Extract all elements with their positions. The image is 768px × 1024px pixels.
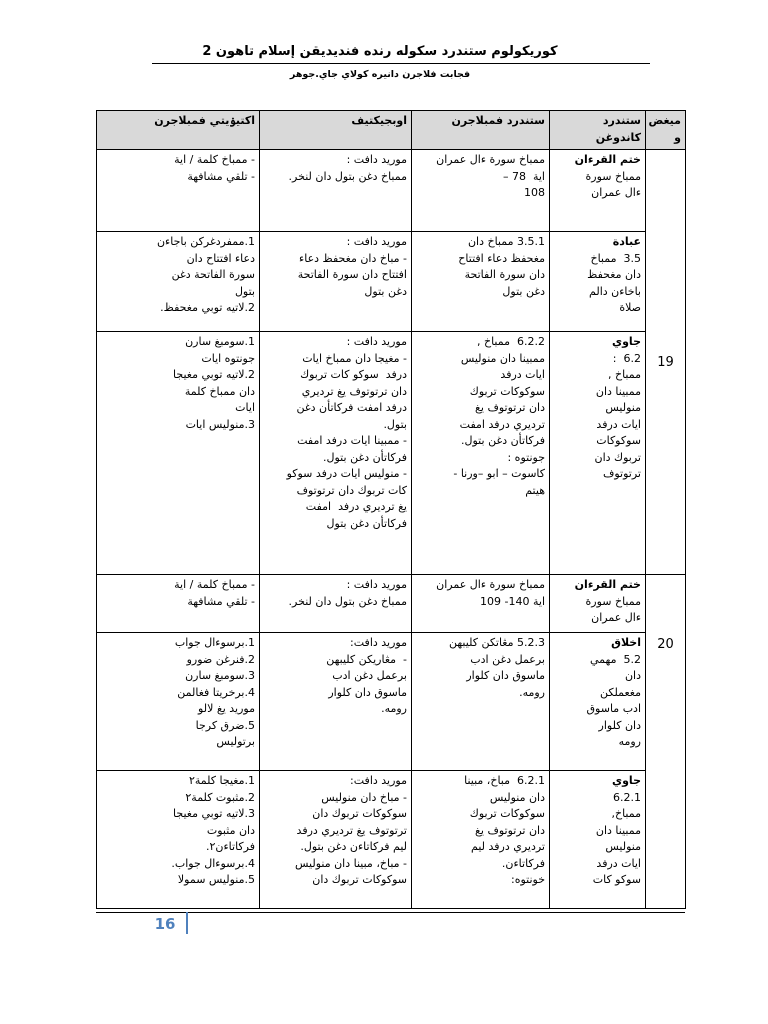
cell-line: موريد دافت: [350, 774, 407, 787]
cell-line: رومه. [519, 685, 545, 699]
header-objective: اوبجيكتيف [260, 111, 412, 150]
cell-line: دعاء افتتاح دان [186, 251, 255, 265]
cell-line: - مباخ دان مغحفظ دعاء [299, 251, 407, 265]
cell-line: جاوي [612, 774, 641, 787]
content-standard-cell [550, 771, 646, 909]
content-standard-cell [550, 575, 646, 633]
cell-line: ترديري درفد امفت [459, 417, 545, 431]
cell-line: 1.مغيجا كلمة٢ [188, 774, 255, 787]
cell-line: دان ممباخ كلمة [184, 384, 255, 398]
cell-line: دان منوليس [489, 790, 545, 804]
cell-line: برعمل دغن ادب [332, 669, 407, 682]
cell-line: درفد سوكو كات تربوك [300, 368, 407, 381]
cell-line: ممباخ سورة ءال عمران [436, 578, 545, 591]
objective-cell [260, 575, 412, 633]
cell-line: موريد دافت: [350, 636, 407, 649]
cell-line: درفد امفت فركاتأن دغن [296, 401, 407, 414]
cell-line: جونتوه : [507, 450, 545, 464]
cell-line: ختم القرءان [574, 578, 641, 591]
cell-line: 3.لاتيه توبي مغيجا [173, 807, 255, 820]
cell-line: 2.لاتيه توبي مغحفظ. [160, 301, 255, 314]
learning-activity-cell [97, 575, 260, 633]
cell-line: دان سورة الفاتحة [464, 268, 545, 281]
objective-cell [260, 150, 412, 232]
cell-line: 6.2 : [612, 351, 641, 365]
cell-line: فركاتأن دغن بتول. [461, 434, 545, 447]
cell-line: دان ترتوتوف يغ ترديري [301, 384, 407, 398]
cell-line: يغ ترديري درفد امفت [305, 500, 407, 513]
cell-line: جاوي [612, 335, 641, 348]
cell-line: ختم القرءان [574, 153, 641, 166]
cell-line: 2.لاتيه توبي مغيجا [173, 368, 255, 381]
cell-line: افتتاح دان سورة الفاتحة [297, 268, 407, 281]
learning-standard-cell [412, 771, 550, 909]
cell-line: - ممباخ كلمة / اية [174, 153, 255, 166]
cell-line: 6.2.2 ممباخ , [476, 335, 545, 348]
cell-line: ممبينا دان [595, 823, 641, 837]
cell-line: باخاءن دالم [589, 284, 641, 298]
cell-line: ممباخ دغن بتول دان لنخر. [288, 594, 407, 608]
cell-line: سوكوكات تربوك دان [312, 807, 407, 820]
cell-line: سوكو كات [592, 873, 641, 886]
table-row [97, 232, 686, 332]
cell-line: 3.منوليس ايات [185, 417, 255, 431]
cell-line: سوكوكات [596, 434, 641, 447]
cell-line: 1.سومبغ سارن [185, 335, 255, 348]
cell-line: رومه. [381, 702, 407, 715]
cell-line: - تلقي مشافهة [187, 594, 255, 608]
cell-line: 3.5 ممباخ [590, 251, 641, 265]
cell-line: 2.مثبوت كلمة٢ [185, 790, 255, 804]
learning-activity-cell [97, 232, 260, 332]
cell-line: دان ترتوتوف يغ [475, 401, 545, 414]
content-standard-cell [550, 150, 646, 232]
cell-line: تربوك دان [594, 450, 641, 464]
cell-line: ءال عمران [591, 186, 641, 199]
page-title: كوريكولوم ستندرد سكوله رنده فنديديقن إسلام تاهون 2 [202, 44, 558, 59]
cell-line: - منوليس ايات درفد سوكو [286, 467, 407, 480]
cell-line: جونتوه ايات [201, 351, 255, 365]
cell-line: سوكوكات تربوك [469, 807, 545, 820]
cell-line: فركاتاءن٢. [205, 840, 255, 853]
cell-line: موريد دافت : [346, 578, 407, 591]
cell-line: ماسوق دان كلوار [328, 685, 407, 699]
cell-line: 5.ضرق كرجا [195, 718, 255, 732]
learning-standard-cell [412, 633, 550, 771]
cell-line: 3.5.1 ممباخ دان [467, 235, 545, 248]
content-standard-cell [550, 633, 646, 771]
page-number: 16 [154, 915, 176, 933]
learning-standard-cell [412, 150, 550, 232]
table-row [97, 633, 686, 771]
cell-line: ممباخ سورة [585, 594, 641, 608]
cell-line: رومه [618, 735, 641, 748]
cell-line: منوليس [605, 840, 641, 853]
table-row [97, 150, 686, 232]
cell-line: ماسوق دان كلوار [466, 669, 545, 682]
cell-line: ممباخ , [607, 368, 641, 381]
cell-line: ايات درفد [596, 856, 641, 870]
header-learning-activity: اكتيۏيتي فمبلاجرن [97, 111, 260, 150]
cell-line: موريد يغ لالو [198, 702, 255, 715]
objective-cell [260, 232, 412, 332]
header-content-standard: ستندرد كاندوغن [550, 111, 646, 150]
learning-standard-cell [412, 232, 550, 332]
cell-line: دان مثبوت [206, 823, 255, 837]
cell-line: بتول. [383, 417, 407, 431]
table-header-row [97, 111, 686, 150]
table-row [97, 771, 686, 909]
curriculum-table [96, 110, 686, 909]
cell-line: عبادة [612, 235, 641, 248]
cell-line: ممبينا دان [595, 384, 641, 398]
learning-standard-cell [412, 332, 550, 575]
cell-line: كات تربوك دان ترتوتوف [296, 483, 407, 497]
cell-line: 1.ممفردغركن باجاءن [156, 235, 255, 248]
cell-line: ممباخ سورة [585, 169, 641, 183]
learning-standard-cell [412, 575, 550, 633]
cell-line: برتوليس [216, 735, 255, 748]
week-20-cell: 20 [646, 575, 686, 909]
cell-line: اية 140- 109 [480, 594, 545, 608]
cell-line: فركاتأن دغن بتول. [323, 450, 407, 464]
cell-line: ترتوتوف [602, 467, 641, 480]
page-number-separator [186, 912, 188, 934]
cell-line: ممبينا دان منوليس [460, 351, 545, 365]
cell-line: ايات درفد [500, 368, 545, 381]
cell-line: منوليس [605, 401, 641, 414]
cell-line: دغن بتول [502, 284, 545, 298]
footer-divider [96, 912, 685, 913]
cell-line: برعمل دغن ادب [470, 652, 545, 666]
learning-activity-cell [97, 771, 260, 909]
cell-line: 5.2 مهمي [590, 652, 641, 666]
cell-line: ليم فركاتاءن دغن بتول. [300, 840, 407, 853]
cell-line: 6.2.1 مباخ، مبينا [464, 774, 545, 787]
cell-line: ترديري درفد ليم [471, 840, 545, 853]
objective-cell [260, 771, 412, 909]
cell-line: 4.برسوءال جواب. [171, 856, 255, 870]
cell-line: دان مغحفظ [587, 268, 641, 281]
cell-line: سوكوكات تربوك دان [312, 873, 407, 886]
cell-line: 1.برسوءال جواب [174, 636, 255, 649]
cell-line: - مباخ دان منوليس [321, 790, 407, 804]
cell-line: - ممبينا ايات درفد امفت [297, 434, 407, 447]
cell-line: اخلاق [611, 636, 641, 649]
week-19-cell: 19 [646, 150, 686, 575]
cell-line: - مباخ، مبينا دان منوليس [295, 856, 407, 870]
objective-cell [260, 633, 412, 771]
cell-line: مغحفظ دعاء افتتاح [458, 251, 545, 265]
header-learning-standard: ستندرد فمبلاجرن [412, 111, 550, 150]
cell-line: 3.سومبغ سارن [185, 669, 255, 682]
cell-line: - مڠاريكن كليبهن [326, 652, 407, 666]
cell-line: ممباخ, [611, 807, 641, 820]
cell-line: مغعملكن [600, 685, 641, 699]
learning-activity-cell [97, 150, 260, 232]
cell-line: كاسوت – ابو –ورنا - [453, 467, 545, 480]
title-underline [152, 63, 650, 64]
cell-line: ادب ماسوق [586, 702, 641, 715]
cell-line: ءال عمران [591, 611, 641, 624]
cell-line: 108 [524, 186, 545, 199]
cell-line: فركاتأن دغن بتول [326, 516, 407, 530]
table-row [97, 575, 686, 633]
cell-line: 5.منوليس سمولا [177, 873, 255, 886]
cell-line: سوكوكات تربوك [469, 384, 545, 398]
cell-line: 4.برخريتا فغالمن [177, 685, 255, 699]
cell-line: ايات درفد [596, 417, 641, 431]
cell-line: دغن بتول [364, 284, 407, 298]
cell-line: ترتوتوف يغ ترديري درفد [296, 823, 407, 837]
cell-line: اية 78 – [502, 169, 545, 183]
cell-line: خونتوه: [510, 873, 545, 886]
cell-line: - تلقي مشافهة [187, 169, 255, 183]
cell-line: ممباخ دغن بتول دان لنخر. [288, 169, 407, 183]
cell-line: فركاتاءن. [501, 856, 545, 870]
cell-line: صلاة [619, 301, 641, 314]
table-row [97, 332, 686, 575]
cell-line: 6.2.1 [613, 790, 641, 804]
cell-line: 5.2.3 مڠاتكن كليبهن [448, 636, 545, 649]
cell-line: سورة الفاتحة دغن [171, 268, 255, 281]
cell-line: ايات [235, 401, 255, 414]
header-week: ميغض و [646, 111, 686, 150]
cell-line: موريد دافت : [346, 335, 407, 348]
cell-line: هيتم [525, 483, 545, 497]
cell-line: - مغيجا دان ممباخ ايات [302, 351, 407, 365]
learning-activity-cell [97, 332, 260, 575]
content-standard-cell [550, 332, 646, 575]
cell-line: موريد دافت : [346, 153, 407, 166]
cell-line: دان ترتوتوف يغ [475, 823, 545, 837]
cell-line: - ممباخ كلمة / اية [174, 578, 255, 591]
cell-line: موريد دافت : [346, 235, 407, 248]
cell-line: دان كلوار [598, 718, 641, 732]
learning-activity-cell [97, 633, 260, 771]
page-subtitle: فجابت فلاجرن دانيره كولاي جاي.جوهر [289, 69, 471, 80]
cell-line: بتول [234, 284, 255, 298]
cell-line: ممباخ سورة ءال عمران [436, 153, 545, 166]
cell-line: دان [624, 669, 641, 682]
content-standard-cell [550, 232, 646, 332]
cell-line: 2.فنرغن ضورو [186, 652, 255, 666]
objective-cell [260, 332, 412, 575]
